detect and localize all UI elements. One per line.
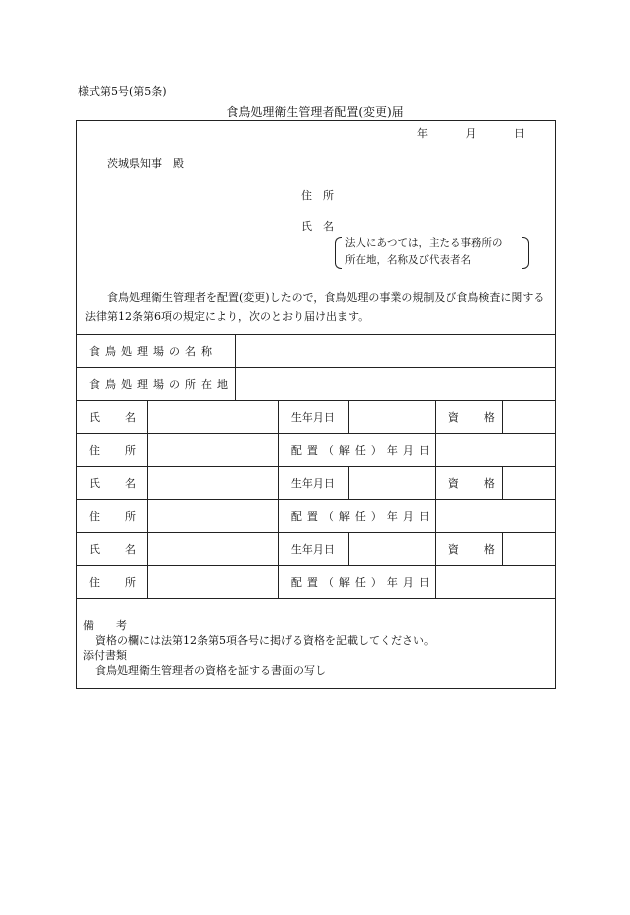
manager-name-label: 氏 名 xyxy=(77,401,148,434)
assignment-date-field[interactable] xyxy=(435,434,555,467)
birthdate-field[interactable] xyxy=(348,401,435,434)
attachments-heading: 添付書類 xyxy=(83,649,127,662)
day-label: 日 xyxy=(514,127,525,140)
form-title: 食鳥処理衛生管理者配置(変更)届 xyxy=(226,105,404,119)
table-row xyxy=(77,401,556,434)
qualification-label: 資 格 xyxy=(435,467,502,500)
form-number: 様式第5号(第5条) xyxy=(78,85,167,98)
assignment-date-field[interactable] xyxy=(435,500,555,533)
date-line xyxy=(383,125,525,141)
manager-address-label: 住 所 xyxy=(77,566,148,599)
corporate-note-line2: 所在地，名称及び代表者名 xyxy=(345,254,471,266)
qualification-label: 資 格 xyxy=(435,401,502,434)
assignment-date-label: 配置（解任）年月日 xyxy=(278,500,435,533)
birthdate-label: 生年月日 xyxy=(278,467,348,500)
manager-name-field[interactable] xyxy=(147,467,278,500)
details-table xyxy=(76,334,556,599)
facility-name-label: 食鳥処理場の名称 xyxy=(77,335,236,368)
declaration-text: 食鳥処理衛生管理者を配置(変更)したので，食鳥処理の事業の規制及び食鳥検査に関する法律第12条第6項の規定により，次のとおり届け出ます。 xyxy=(85,291,545,323)
manager-address-field[interactable] xyxy=(147,566,278,599)
form-frame xyxy=(76,120,556,689)
facility-location-label: 食鳥処理場の所在地 xyxy=(77,368,236,401)
assignment-date-label: 配置（解任）年月日 xyxy=(278,566,435,599)
qualification-field[interactable] xyxy=(502,467,555,500)
table-row xyxy=(77,566,556,599)
manager-name-label: 氏 名 xyxy=(77,533,148,566)
qualification-label: 資 格 xyxy=(435,533,502,566)
manager-address-field[interactable] xyxy=(147,434,278,467)
applicant-address-label: 住 所 xyxy=(301,189,334,202)
birthdate-field[interactable] xyxy=(348,533,435,566)
remarks-text: 資格の欄には法第12条第5項各号に掲げる資格を記載してください。 xyxy=(95,634,435,647)
qualification-field[interactable] xyxy=(502,533,555,566)
assignment-date-label: 配置（解任）年月日 xyxy=(278,434,435,467)
table-row xyxy=(77,434,556,467)
birthdate-label: 生年月日 xyxy=(278,533,348,566)
attachments-text: 食鳥処理衛生管理者の資格を証する書面の写し xyxy=(95,664,326,677)
assignment-date-field[interactable] xyxy=(435,566,555,599)
manager-name-label: 氏 名 xyxy=(77,467,148,500)
birthdate-label: 生年月日 xyxy=(278,401,348,434)
table-row xyxy=(77,335,556,368)
table-row xyxy=(77,533,556,566)
manager-name-field[interactable] xyxy=(147,533,278,566)
facility-name-field[interactable] xyxy=(236,335,556,368)
qualification-field[interactable] xyxy=(502,401,555,434)
table-row xyxy=(77,500,556,533)
applicant-name-label: 氏 名 xyxy=(301,220,334,233)
birthdate-field[interactable] xyxy=(348,467,435,500)
recipient: 茨城県知事 殿 xyxy=(107,157,184,170)
manager-address-label: 住 所 xyxy=(77,434,148,467)
manager-name-field[interactable] xyxy=(147,401,278,434)
table-row xyxy=(77,467,556,500)
remarks-heading: 備 考 xyxy=(83,619,127,632)
remarks-section xyxy=(83,618,435,678)
table-row xyxy=(77,368,556,401)
month-label: 月 xyxy=(465,127,477,140)
manager-address-label: 住 所 xyxy=(77,500,148,533)
facility-location-field[interactable] xyxy=(236,368,556,401)
manager-address-field[interactable] xyxy=(147,500,278,533)
corporate-note-line1: 法人にあつては，主たる事務所の xyxy=(345,237,503,249)
year-label: 年 xyxy=(417,127,428,140)
corporate-note xyxy=(335,235,529,271)
